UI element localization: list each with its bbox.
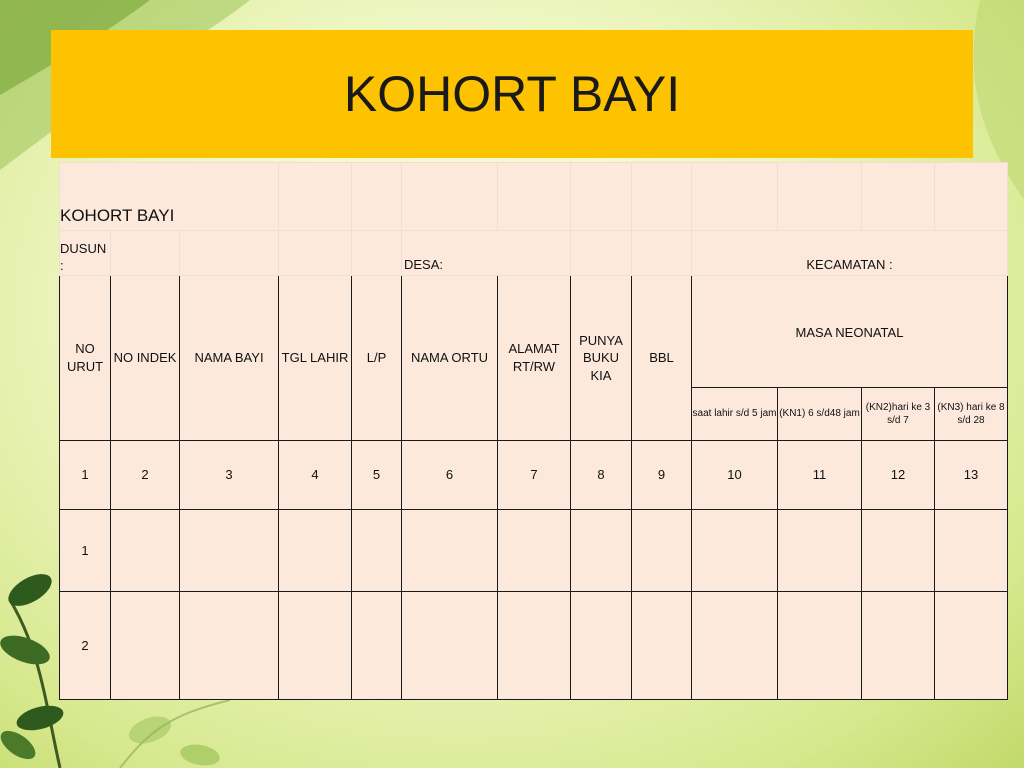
subheader-kn3: (KN3) hari ke 8 s/d 28 xyxy=(935,388,1008,441)
column-number: 11 xyxy=(778,441,862,510)
column-number: 12 xyxy=(862,441,935,510)
table-row xyxy=(60,592,1008,700)
subheader-kn1: (KN1) 6 s/d48 jam xyxy=(778,388,862,441)
column-number: 6 xyxy=(402,441,498,510)
subheader-saat-lahir: saat lahir s/d 5 jam xyxy=(692,388,778,441)
header-no-indek: NO INDEK xyxy=(111,276,180,441)
column-number: 7 xyxy=(498,441,571,510)
slide-title: KOHORT BAYI xyxy=(343,66,681,122)
header-punya-buku-kia: PUNYA BUKU KIA xyxy=(571,276,632,441)
column-number: 13 xyxy=(935,441,1008,510)
header-tgl-lahir: TGL LAHIR xyxy=(279,276,352,441)
header-alamat: ALAMAT RT/RW xyxy=(498,276,571,441)
table-title: KOHORT BAYI xyxy=(60,163,279,231)
column-number: 10 xyxy=(692,441,778,510)
kecamatan-label: KECAMATAN : xyxy=(692,231,1008,276)
column-number: 4 xyxy=(279,441,352,510)
column-number: 2 xyxy=(111,441,180,510)
dusun-label: DUSUN : xyxy=(60,231,111,276)
column-number: 9 xyxy=(632,441,692,510)
kohort-table xyxy=(59,162,1008,700)
subheader-kn2: (KN2)hari ke 3 s/d 7 xyxy=(862,388,935,441)
row-number: 2 xyxy=(60,592,111,700)
column-number: 3 xyxy=(180,441,279,510)
row-number: 1 xyxy=(60,510,111,592)
header-masa-neonatal: MASA NEONATAL xyxy=(692,276,1008,388)
header-no-urut: NO URUT xyxy=(60,276,111,441)
header-bbl: BBL xyxy=(632,276,692,441)
column-number: 8 xyxy=(571,441,632,510)
header-lp: L/P xyxy=(352,276,402,441)
header-nama-bayi: NAMA BAYI xyxy=(180,276,279,441)
header-nama-ortu: NAMA ORTU xyxy=(402,276,498,441)
table-row xyxy=(60,510,1008,592)
title-banner xyxy=(51,30,973,158)
desa-label: DESA: xyxy=(402,231,571,276)
column-number: 5 xyxy=(352,441,402,510)
column-number: 1 xyxy=(60,441,111,510)
